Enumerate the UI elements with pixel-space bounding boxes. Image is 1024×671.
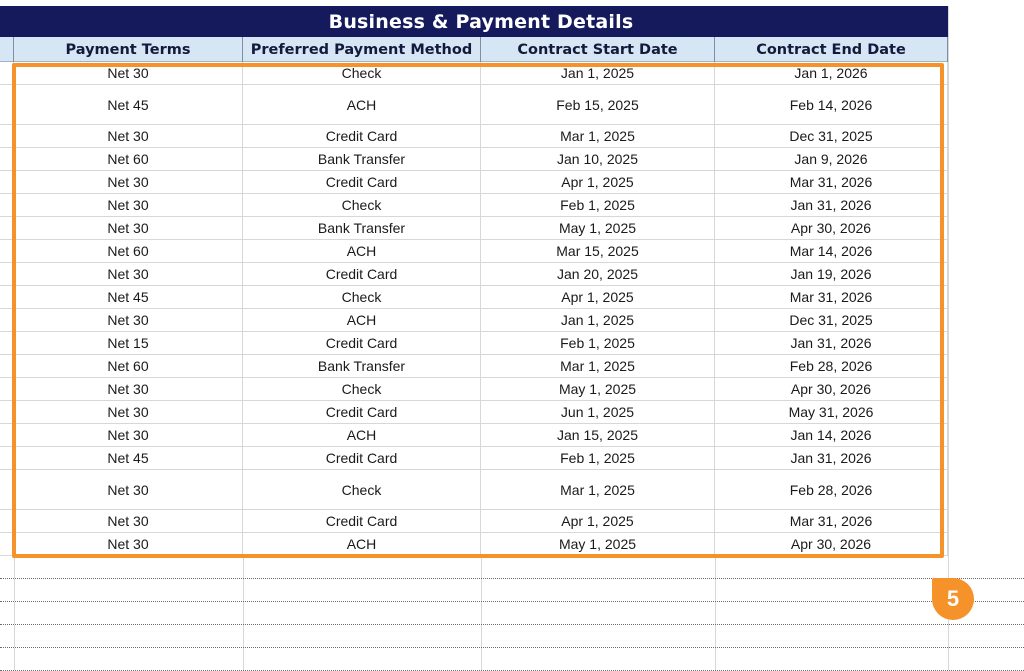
cell-end-date[interactable]: Jan 1, 2026: [715, 62, 948, 84]
cell-start-date[interactable]: Feb 1, 2025: [481, 332, 715, 354]
cell-end-date[interactable]: Jan 9, 2026: [715, 148, 948, 170]
cell-end-date[interactable]: Feb 14, 2026: [715, 85, 948, 124]
cell-end-date[interactable]: Feb 28, 2026: [715, 470, 948, 509]
cell-payment-terms[interactable]: Net 45: [14, 85, 243, 124]
cell-payment-method[interactable]: Bank Transfer: [243, 355, 481, 377]
cell-payment-terms[interactable]: Net 15: [14, 332, 243, 354]
cell-end-date[interactable]: Mar 31, 2026: [715, 171, 948, 193]
cell-payment-terms[interactable]: Net 30: [14, 217, 243, 239]
cell-payment-terms[interactable]: Net 30: [14, 470, 243, 509]
cell-start-date[interactable]: Mar 1, 2025: [481, 355, 715, 377]
cell-start-date[interactable]: Mar 1, 2025: [481, 470, 715, 509]
cell-payment-method[interactable]: Bank Transfer: [243, 148, 481, 170]
cell-end-date[interactable]: Jan 31, 2026: [715, 194, 948, 216]
header-contract-end-date[interactable]: Contract End Date: [715, 37, 948, 62]
cell-start-date[interactable]: Apr 1, 2025: [481, 171, 715, 193]
cell-end-date[interactable]: Mar 14, 2026: [715, 240, 948, 262]
header-preferred-payment-method[interactable]: Preferred Payment Method: [243, 37, 481, 62]
cell-payment-terms[interactable]: Net 30: [14, 263, 243, 285]
cell-payment-terms[interactable]: Net 45: [14, 447, 243, 469]
column-divider: [715, 602, 716, 624]
cell-end-date[interactable]: Apr 30, 2026: [715, 533, 948, 555]
step-callout-badge: 5: [932, 578, 974, 620]
cell-start-date[interactable]: Mar 1, 2025: [481, 125, 715, 147]
cell-start-date[interactable]: May 1, 2025: [481, 217, 715, 239]
column-divider: [14, 602, 15, 624]
column-divider: [948, 648, 949, 670]
cell-payment-method[interactable]: Credit Card: [243, 171, 481, 193]
cell-payment-terms[interactable]: Net 30: [14, 125, 243, 147]
header-payment-terms[interactable]: Payment Terms: [14, 37, 243, 62]
cell-payment-method[interactable]: Credit Card: [243, 332, 481, 354]
row-gutter: [0, 37, 14, 62]
column-divider: [243, 648, 244, 670]
cell-payment-method[interactable]: Credit Card: [243, 263, 481, 285]
cell-payment-method[interactable]: ACH: [243, 424, 481, 446]
cell-end-date[interactable]: Apr 30, 2026: [715, 378, 948, 400]
cell-payment-terms[interactable]: Net 60: [14, 148, 243, 170]
cell-start-date[interactable]: Jun 1, 2025: [481, 401, 715, 423]
cell-start-date[interactable]: Mar 15, 2025: [481, 240, 715, 262]
cell-start-date[interactable]: Apr 1, 2025: [481, 286, 715, 308]
cell-start-date[interactable]: Feb 15, 2025: [481, 85, 715, 124]
column-divider: [481, 556, 482, 578]
column-divider: [481, 579, 482, 601]
column-divider: [14, 625, 15, 647]
cell-payment-terms[interactable]: Net 60: [14, 355, 243, 377]
cell-payment-terms[interactable]: Net 45: [14, 286, 243, 308]
cell-end-date[interactable]: May 31, 2026: [715, 401, 948, 423]
cell-payment-terms[interactable]: Net 30: [14, 309, 243, 331]
cell-start-date[interactable]: Jan 1, 2025: [481, 309, 715, 331]
cell-end-date[interactable]: Jan 31, 2026: [715, 447, 948, 469]
cell-end-date[interactable]: Jan 19, 2026: [715, 263, 948, 285]
cell-payment-terms[interactable]: Net 30: [14, 171, 243, 193]
column-divider: [14, 648, 15, 670]
column-divider: [948, 556, 949, 578]
cell-start-date[interactable]: May 1, 2025: [481, 378, 715, 400]
cell-end-date[interactable]: Jan 31, 2026: [715, 332, 948, 354]
column-divider: [14, 579, 15, 601]
cell-payment-method[interactable]: ACH: [243, 309, 481, 331]
empty-row[interactable]: [0, 625, 1024, 648]
empty-row[interactable]: [0, 648, 1024, 671]
column-divider: [243, 556, 244, 578]
cell-start-date[interactable]: Feb 1, 2025: [481, 194, 715, 216]
cell-payment-method[interactable]: ACH: [243, 533, 481, 555]
column-divider: [243, 579, 244, 601]
cell-payment-method[interactable]: Credit Card: [243, 125, 481, 147]
column-divider: [715, 625, 716, 647]
cell-start-date[interactable]: Jan 1, 2025: [481, 62, 715, 84]
cell-payment-method[interactable]: Check: [243, 62, 481, 84]
cell-end-date[interactable]: Jan 14, 2026: [715, 424, 948, 446]
cell-end-date[interactable]: Feb 28, 2026: [715, 355, 948, 377]
cell-payment-method[interactable]: Check: [243, 286, 481, 308]
selection-highlight: [12, 63, 944, 558]
column-divider: [14, 556, 15, 578]
header-contract-start-date[interactable]: Contract Start Date: [481, 37, 715, 62]
cell-start-date[interactable]: Apr 1, 2025: [481, 510, 715, 532]
cell-payment-method[interactable]: Check: [243, 470, 481, 509]
cell-start-date[interactable]: May 1, 2025: [481, 533, 715, 555]
cell-payment-method[interactable]: Check: [243, 378, 481, 400]
cell-payment-method[interactable]: Check: [243, 194, 481, 216]
column-divider: [243, 625, 244, 647]
column-divider: [243, 602, 244, 624]
cell-payment-terms[interactable]: Net 30: [14, 62, 243, 84]
cell-payment-method[interactable]: Bank Transfer: [243, 217, 481, 239]
cell-end-date[interactable]: Dec 31, 2025: [715, 125, 948, 147]
cell-payment-terms[interactable]: Net 30: [14, 533, 243, 555]
cell-payment-terms[interactable]: Net 30: [14, 424, 243, 446]
cell-payment-method[interactable]: ACH: [243, 85, 481, 124]
cell-payment-terms[interactable]: Net 60: [14, 240, 243, 262]
cell-start-date[interactable]: Jan 15, 2025: [481, 424, 715, 446]
cell-payment-terms[interactable]: Net 30: [14, 194, 243, 216]
empty-row[interactable]: [0, 579, 1024, 602]
cell-payment-method[interactable]: ACH: [243, 240, 481, 262]
column-divider: [715, 556, 716, 578]
column-divider: [481, 648, 482, 670]
empty-row[interactable]: [0, 556, 1024, 579]
cell-start-date[interactable]: Jan 10, 2025: [481, 148, 715, 170]
cell-start-date[interactable]: Jan 20, 2025: [481, 263, 715, 285]
cell-payment-method[interactable]: Credit Card: [243, 401, 481, 423]
cell-start-date[interactable]: Feb 1, 2025: [481, 447, 715, 469]
cell-payment-terms[interactable]: Net 30: [14, 510, 243, 532]
cell-end-date[interactable]: Mar 31, 2026: [715, 510, 948, 532]
cell-payment-terms[interactable]: Net 30: [14, 401, 243, 423]
table-title-band: [0, 6, 948, 37]
column-divider: [481, 602, 482, 624]
cell-payment-method[interactable]: Credit Card: [243, 510, 481, 532]
cell-payment-terms[interactable]: Net 30: [14, 378, 243, 400]
cell-end-date[interactable]: Apr 30, 2026: [715, 217, 948, 239]
column-divider: [715, 648, 716, 670]
cell-payment-method[interactable]: Credit Card: [243, 447, 481, 469]
column-divider: [715, 579, 716, 601]
cell-end-date[interactable]: Dec 31, 2025: [715, 309, 948, 331]
column-header-row: [0, 37, 948, 62]
column-divider: [948, 625, 949, 647]
table-title: Business & Payment Details: [328, 10, 634, 33]
empty-row[interactable]: [0, 602, 1024, 625]
column-divider: [481, 625, 482, 647]
cell-end-date[interactable]: Mar 31, 2026: [715, 286, 948, 308]
